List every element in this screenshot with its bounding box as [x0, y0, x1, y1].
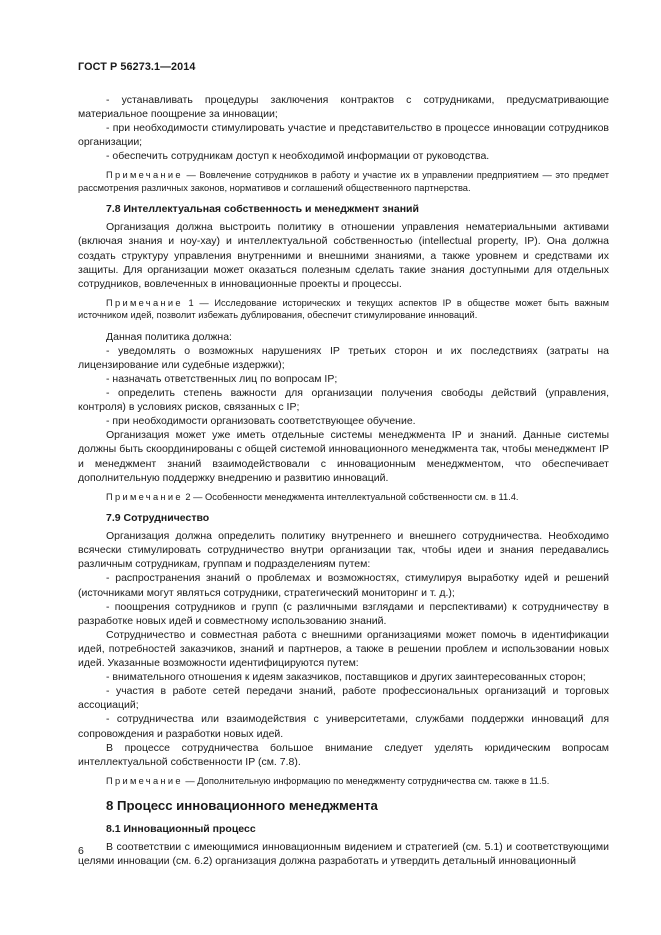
paragraph: Данная политика должна: [106, 330, 232, 343]
paragraph: Организация должна выстроить политику в отношении управления нематериальными активами (включая знания и ноу-хау) и интеллектуальной собственностью (intellectual property, IP). Она должна создать структуру управления внутренними и внешними знаниями, а также уровнем и средствами их защиты. Для организации может оказаться полезным сделать такие знания доступными для отдельных сотрудников, вовлеченных в инновационные проекты и процессы. [78, 221, 609, 290]
note [78, 297, 609, 322]
page-number: 6 [78, 845, 84, 857]
document-header: ГОСТ Р 56273.1—2014 [78, 61, 196, 73]
paragraph: Организация может уже иметь отдельные системы менеджмента IP и знаний. Данные системы должны быть скоординированы с общей системой инновационного менеджмента так, чтобы менеджмент IP и менеджмент знаний взаимодействовали с инновационным менеджментом, что обеспечивает дополнительную поддержку внедрению и развитию инноваций. [78, 429, 609, 484]
note-text: 1 — Исследование исторических и текущих аспектов IP в обществе может быть важным источником идей, позволит избежать дублирования, обеспечит стимулирование инноваций. [78, 297, 609, 321]
paragraph: - определить степень важности для организации получения свободы действий (управления, контроля) в условиях рисков, связанных с IP; [78, 387, 609, 414]
note-label: Примечание [106, 491, 183, 502]
paragraph: - при необходимости стимулировать участие и представительство в процессе инновации сотрудников организации; [78, 122, 609, 149]
chapter-heading: 8 Процесс инновационного менеджмента [106, 798, 378, 814]
paragraph: - при необходимости организовать соответствующее обучение. [106, 415, 416, 428]
note-label: Примечание [106, 775, 183, 786]
note-text: — Дополнительную информацию по менеджменту сотрудничества см. также в 11.5. [185, 775, 550, 786]
paragraph: - назначать ответственных лиц по вопросам IP; [106, 372, 338, 385]
paragraph: - участия в работе сетей передачи знаний, работе профессиональных организаций и торговых ассоциаций; [78, 685, 609, 712]
paragraph: - сотрудничества или взаимодействия с университетами, службами поддержки инноваций для сопровождения и разработки новых идей. [78, 713, 609, 740]
paragraph: - внимательного отношения к идеям заказчиков, поставщиков и других заинтересованных сторон; [106, 671, 586, 684]
paragraph: Организация должна определить политику внутреннего и внешнего сотрудничества. Необходимо всячески стимулировать сотрудничество внутри организации так, чтобы идеи и знания передавались различным сотрудникам, группам и подразделениям путем: [78, 530, 609, 571]
paragraph: - обеспечить сотрудникам доступ к необходимой информации от руководства. [106, 150, 490, 163]
document-body [78, 93, 609, 868]
section-heading: 8.1 Инновационный процесс [106, 823, 256, 836]
note-text: — Вовлечение сотрудников в работу и участие их в управлении предприятием — это предмет рассмотрения различных законов, нормативов и соглашений общественного партнерства. [78, 170, 609, 193]
note-label: Примечание [106, 297, 183, 308]
note [78, 491, 609, 503]
paragraph: Сотрудничество и совместная работа с внешними организациями может помочь в идентификации идей, потребностей заказчиков, знаний и партнеров, а также в решении проблем и использовании новых идей. Указанные возможности идентифицируются путем: [78, 628, 609, 670]
note-text: 2 — Особенности менеджмента интеллектуальной собственности см. в 11.4. [185, 491, 519, 502]
paragraph: В процессе сотрудничества большое внимание следует уделять юридическим вопросам интеллектуальной собственности IP (см. 7.8). [78, 741, 609, 768]
paragraph: - устанавливать процедуры заключения контрактов с сотрудниками, предусматривающие материальное поощрение за инновации; [78, 94, 609, 121]
note-label: Примечание [106, 170, 183, 181]
paragraph: - поощрения сотрудников и групп (с различными взглядами и перспективами) к сотрудничеству в разработке новых идей и совместному использованию знаний. [78, 600, 609, 627]
paragraph: В соответствии с имеющимися инновационным видением и стратегией (см. 5.1) и соответствующими целями инновации (см. 6.2) организация должна разработать и утвердить детальный инновационный [78, 841, 609, 868]
note [78, 169, 609, 194]
note [78, 775, 609, 787]
section-heading: 7.8 Интеллектуальная собственность и менеджмент знаний [106, 203, 419, 216]
section-heading: 7.9 Сотрудничество [106, 512, 210, 525]
paragraph: - уведомлять о возможных нарушениях IP третьих сторон и их последствиях (затраты на лицензирование или судебные издержки); [78, 344, 609, 371]
paragraph: - распространения знаний о проблемах и возможностях, стимулируя выработку идей и решений (источниками могут являться сотрудники, стратегический мониторинг и т. д.); [78, 572, 609, 599]
